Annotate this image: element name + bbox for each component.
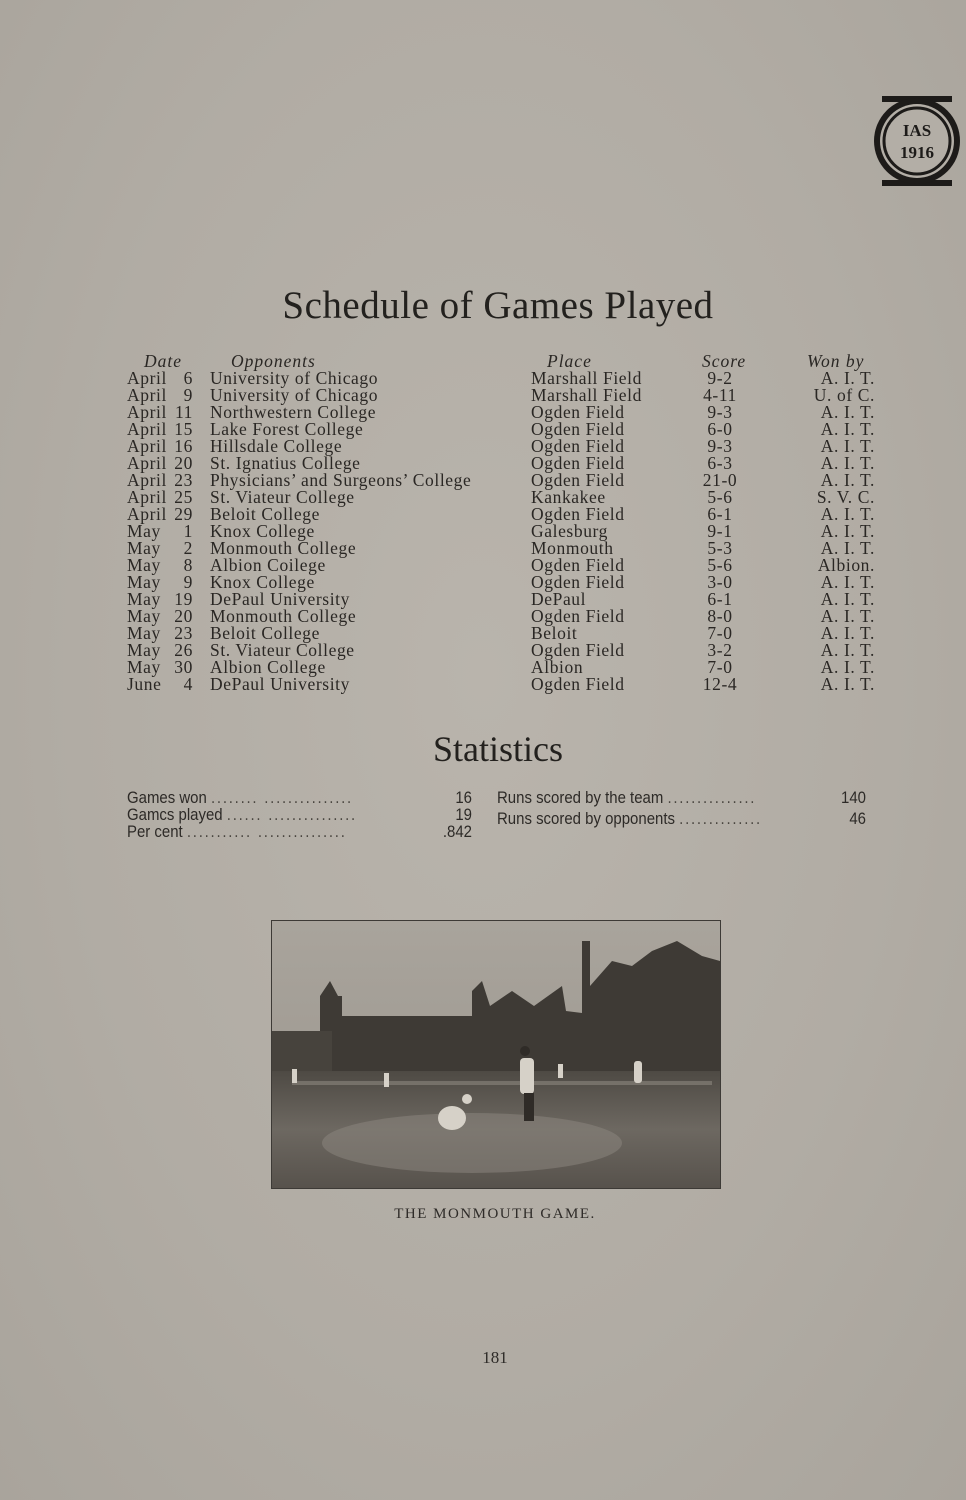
- game-winner: Albion.: [817, 555, 875, 575]
- date-month: April: [127, 368, 167, 388]
- date-month: May: [127, 572, 161, 592]
- stat-value-games-won: 16: [455, 788, 472, 807]
- game-winner: A. I. T.: [820, 674, 875, 694]
- date-day: 11: [174, 402, 193, 422]
- schedule-row: [0, 676, 966, 693]
- opponent-name: St. Viateur College: [210, 487, 355, 507]
- stat-value-per-cent: .842: [442, 822, 472, 841]
- game-winner: A. I. T.: [820, 453, 875, 473]
- header-opponents: Opponents: [231, 351, 316, 371]
- game-place: Ogden Field: [531, 470, 625, 490]
- opponent-name: Lake Forest College: [210, 419, 364, 439]
- game-place: Albion: [531, 657, 584, 677]
- game-score: 6-0: [707, 419, 733, 439]
- game-score: 6-3: [707, 453, 733, 473]
- date-month: May: [127, 589, 161, 609]
- date-day: 15: [174, 419, 193, 439]
- date-month: May: [127, 555, 161, 575]
- leader-dots: ...............: [667, 788, 757, 807]
- game-winner: A. I. T.: [820, 538, 875, 558]
- date-day: 2: [183, 538, 193, 558]
- date-month: May: [127, 521, 161, 541]
- date-day: 1: [183, 521, 193, 541]
- date-day: 29: [174, 504, 193, 524]
- game-place: Marshall Field: [531, 385, 642, 405]
- header-date: Date: [144, 351, 183, 371]
- date-month: April: [127, 385, 167, 405]
- class-emblem-icon: [868, 92, 966, 190]
- date-day: 25: [174, 487, 193, 507]
- game-place: Marshall Field: [531, 368, 642, 388]
- leader-dots: ..............: [679, 809, 762, 828]
- game-winner: A. I. T.: [820, 402, 875, 422]
- opponent-name: Physicians’ and Surgeons’ College: [210, 470, 472, 490]
- header-place: Place: [547, 351, 592, 371]
- stat-value-runs-by-team: 140: [841, 788, 866, 807]
- leader-dots: ........ ...............: [210, 788, 353, 807]
- date-month: May: [127, 606, 161, 626]
- game-score: 5-6: [707, 487, 733, 507]
- date-day: 26: [174, 640, 193, 660]
- game-score: 9-3: [707, 402, 733, 422]
- date-day: 23: [174, 470, 193, 490]
- date-day: 6: [183, 368, 193, 388]
- date-day: 19: [174, 589, 193, 609]
- game-place: DePaul: [531, 589, 587, 609]
- game-winner: A. I. T.: [820, 436, 875, 456]
- date-day: 9: [183, 572, 193, 592]
- date-month: April: [127, 419, 167, 439]
- date-month: June: [127, 674, 162, 694]
- statistics-title: Statistics: [432, 729, 563, 769]
- opponent-name: Northwestern College: [210, 402, 377, 422]
- opponent-name: Beloit College: [210, 504, 320, 524]
- opponent-name: Albion Coilege: [210, 555, 326, 575]
- opponent-name: Beloit College: [210, 623, 320, 643]
- opponent-name: St. Ignatius College: [210, 453, 361, 473]
- game-score: 5-3: [707, 538, 733, 558]
- stat-label: Gamcs played: [127, 805, 223, 824]
- page-title: Schedule of Games Played: [282, 284, 714, 327]
- stat-label: Runs scored by the team: [497, 788, 664, 807]
- stat-label: Per cent: [127, 822, 183, 841]
- game-place: Ogden Field: [531, 504, 625, 524]
- date-day: 8: [183, 555, 193, 575]
- header-won-by: Won by: [807, 351, 865, 371]
- date-month: April: [127, 487, 167, 507]
- game-place: Ogden Field: [531, 674, 625, 694]
- game-winner: A. I. T.: [820, 572, 875, 592]
- date-month: April: [127, 504, 167, 524]
- date-day: 30: [174, 657, 193, 677]
- opponent-name: DePaul University: [210, 674, 350, 694]
- stat-value-runs-by-opponents: 46: [849, 809, 866, 828]
- game-score: 7-0: [707, 657, 733, 677]
- game-score: 9-2: [707, 368, 733, 388]
- opponent-name: Monmouth College: [210, 606, 357, 626]
- leader-dots: ...... ...............: [226, 805, 357, 824]
- game-score: 5-6: [707, 555, 733, 575]
- opponent-name: University of Chicago: [210, 368, 379, 388]
- opponent-name: University of Chicago: [210, 385, 379, 405]
- game-place: Ogden Field: [531, 572, 625, 592]
- opponent-name: Knox College: [210, 521, 315, 541]
- game-winner: A. I. T.: [820, 470, 875, 490]
- game-winner: A. I. T.: [820, 623, 875, 643]
- stat-label: Games won: [127, 788, 207, 807]
- game-score: 9-3: [707, 436, 733, 456]
- stat-label: Runs scored by opponents: [497, 809, 675, 828]
- game-score: 3-0: [707, 572, 733, 592]
- game-score: 21-0: [702, 470, 738, 490]
- game-score: 6-1: [707, 504, 733, 524]
- game-place: Beloit: [531, 623, 578, 643]
- opponent-name: Knox College: [210, 572, 315, 592]
- game-place: Monmouth: [531, 538, 614, 558]
- date-day: 20: [174, 453, 193, 473]
- game-score: 4-11: [703, 385, 737, 405]
- date-month: April: [127, 470, 167, 490]
- opponent-name: Hillsdale College: [210, 436, 343, 456]
- stat-per-cent: [127, 823, 347, 841]
- date-day: 4: [183, 674, 193, 694]
- stat-runs-by-opponents: [497, 810, 762, 828]
- date-day: 20: [174, 606, 193, 626]
- game-place: Galesburg: [531, 521, 609, 541]
- game-place: Ogden Field: [531, 606, 625, 626]
- game-winner: A. I. T.: [820, 606, 875, 626]
- game-place: Ogden Field: [531, 555, 625, 575]
- game-winner: U. of C.: [813, 385, 875, 405]
- svg-text:IAS: IAS: [902, 121, 932, 140]
- date-month: May: [127, 640, 161, 660]
- svg-text:1916: 1916: [900, 143, 934, 162]
- game-winner: A. I. T.: [820, 657, 875, 677]
- game-place: Ogden Field: [531, 402, 625, 422]
- baseball-game-photo: [271, 920, 721, 1189]
- date-month: May: [127, 623, 161, 643]
- game-winner: A. I. T.: [820, 589, 875, 609]
- game-winner: A. I. T.: [820, 521, 875, 541]
- date-month: April: [127, 402, 167, 422]
- page-number: 181: [482, 1348, 508, 1367]
- game-winner: A. I. T.: [820, 504, 875, 524]
- leader-dots: ........... ...............: [186, 822, 347, 841]
- game-place: Kankakee: [531, 487, 606, 507]
- game-winner: A. I. T.: [820, 368, 875, 388]
- game-score: 3-2: [707, 640, 733, 660]
- header-score: Score: [702, 351, 747, 371]
- opponent-name: Monmouth College: [210, 538, 357, 558]
- date-month: May: [127, 538, 161, 558]
- game-place: Ogden Field: [531, 453, 625, 473]
- game-place: Ogden Field: [531, 640, 625, 660]
- game-winner: A. I. T.: [820, 640, 875, 660]
- game-score: 8-0: [707, 606, 733, 626]
- opponent-name: St. Viateur College: [210, 640, 355, 660]
- opponent-name: Albion College: [210, 657, 326, 677]
- game-score: 9-1: [707, 521, 733, 541]
- date-day: 16: [174, 436, 193, 456]
- game-place: Ogden Field: [531, 436, 625, 456]
- game-winner: S. V. C.: [816, 487, 875, 507]
- date-month: May: [127, 657, 161, 677]
- game-score: 12-4: [702, 674, 738, 694]
- stat-value-games-played: 19: [455, 805, 472, 824]
- photo-caption: THE MONMOUTH GAME.: [394, 1206, 596, 1222]
- date-day: 23: [174, 623, 193, 643]
- date-month: April: [127, 436, 167, 456]
- game-place: Ogden Field: [531, 419, 625, 439]
- date-day: 9: [183, 385, 193, 405]
- date-month: April: [127, 453, 167, 473]
- game-score: 6-1: [707, 589, 733, 609]
- stat-runs-by-team: [497, 789, 756, 807]
- game-score: 7-0: [707, 623, 733, 643]
- opponent-name: DePaul University: [210, 589, 350, 609]
- game-winner: A. I. T.: [820, 419, 875, 439]
